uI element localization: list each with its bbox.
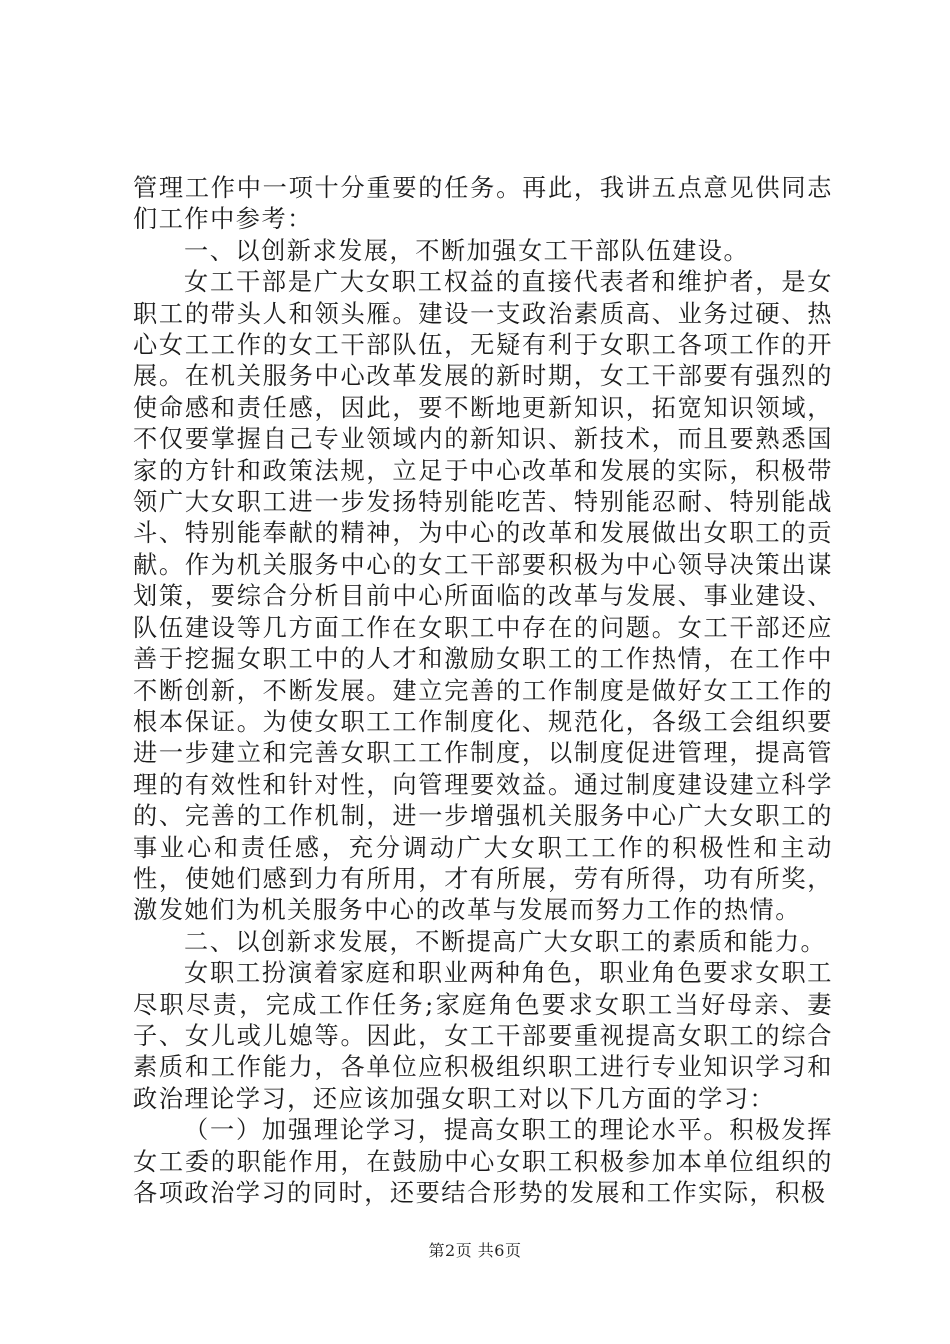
paragraph-section-2-body: 女职工扮演着家庭和职业两种角色，职业角色要求女职工尽职尽责，完成工作任务;家庭角色要求女职工当好母亲、妻子、女儿或儿媳等。因此，女工干部要重视提高女职工的综合素质和工作能力，各单位应积极组织职工进行专业知识学习和政治理论学习，还应该加强女职工对以下几方面的学习：: [133, 959, 833, 1113]
document-body: [133, 173, 833, 1209]
page-number-footer: 第2页 共6页: [428, 1241, 522, 1260]
paragraph-continuation: 管理工作中一项十分重要的任务。再此，我讲五点意见供同志们工作中参考：: [133, 174, 833, 234]
section-heading-1: 一、以创新求发展，不断加强女工干部队伍建设。: [184, 236, 750, 265]
section-heading-2: 二、以创新求发展，不断提高广大女职工的素质和能力。: [184, 927, 827, 956]
paragraph-subsection-1: （一）加强理论学习，提高女职工的理论水平。积极发挥女工委的职能作用，在鼓励中心女职工积极参加本单位组织的各项政治学习的同时，还要结合形势的发展和工作实际，积极: [133, 1116, 833, 1207]
paragraph-section-1-body: 女工干部是广大女职工权益的直接代表者和维护者，是女职工的带头人和领头雁。建设一支政治素质高、业务过硬、热心女工工作的女工干部队伍，无疑有利于女职工各项工作的开展。在机关服务中心改革发展的新时期，女工干部要有强烈的使命感和责任感，因此，要不断地更新知识，拓宽知识领域，不仅要掌握自己专业领域内的新知识、新技术，而且要熟悉国家的方针和政策法规，立足于中心改革和发展的实际，积极带领广大女职工进一步发扬特别能吃苦、特别能忍耐、特别能战斗、特别能奉献的精神，为中心的改革和发展做出女职工的贡献。作为机关服务中心的女工干部要积极为中心领导决策出谋划策，要综合分析目前中心所面临的改革与发展、事业建设、队伍建设等几方面工作在女职工中存在的问题。女工干部还应善于挖掘女职工中的人才和激励女职工的工作热情，在工作中不断创新，不断发展。建立完善的工作制度是做好女工工作的根本保证。为使女职工工作制度化、规范化，各级工会组织要进一步建立和完善女职工工作制度，以制度促进管理，提高管理的有效性和针对性，向管理要效益。通过制度建设建立科学的、完善的工作机制，进一步增强机关服务中心广大女职工的事业心和责任感，充分调动广大女职工工作的积极性和主动性，使她们感到力有所用，才有所展，劳有所得，功有所奖，激发她们为机关服务中心的改革与发展而努力工作的热情。: [133, 268, 833, 925]
